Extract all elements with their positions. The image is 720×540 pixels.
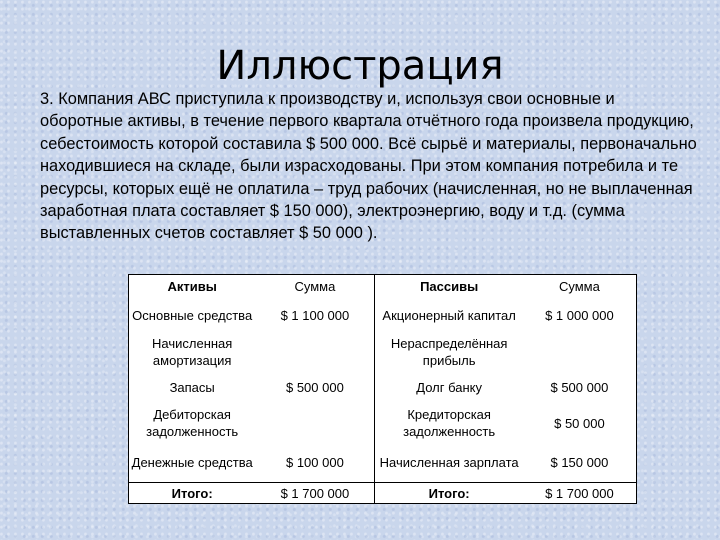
slide-title: Иллюстрация bbox=[216, 43, 504, 89]
table-row bbox=[129, 370, 637, 404]
header-amount-assets: Сумма bbox=[294, 278, 336, 294]
liability-amount: $ 1 000 000 bbox=[545, 308, 614, 323]
liability-total-amount: $ 1 700 000 bbox=[523, 483, 637, 504]
liability-amount: $ 150 000 bbox=[550, 454, 609, 470]
liability-name: Начисленная зарплата bbox=[375, 442, 523, 483]
table-header-row bbox=[129, 275, 637, 298]
header-amount-liabilities: Сумма bbox=[558, 278, 600, 294]
table-row bbox=[129, 334, 637, 370]
liability-amount bbox=[523, 334, 637, 370]
liability-amount: $ 50 000 bbox=[554, 415, 605, 431]
asset-total-amount: $ 1 700 000 bbox=[255, 483, 375, 504]
liability-amount: $ 500 000 bbox=[550, 379, 609, 395]
table-total-row bbox=[129, 483, 637, 504]
asset-amount: $ 500 000 bbox=[285, 379, 344, 395]
asset-amount bbox=[255, 404, 375, 442]
asset-total-label: Итого: bbox=[129, 483, 256, 504]
problem-text: 3. Компания АВС приступила к производству и, используя свои основные и оборотные активы, в течение первого квартала отчётного года произвела продукцию, себестоимость которой составила $ 500 000. Всё сырьё и материалы, первоначально находившиеся на складе, были израсходованы. При этом компания потребила и те ресурсы, которых ещё не оплатила – труд рабочих (начисленная, но не выплаченная заработная плата составляет $ 150 000), электроэнергию, воду и т.д. (сумма выставленных счетов составляет $ 50 000 ). bbox=[40, 90, 697, 243]
asset-amount: $ 1 100 000 bbox=[280, 308, 350, 323]
table-row bbox=[129, 404, 637, 442]
liability-total-label: Итого: bbox=[375, 483, 523, 504]
header-assets: Активы bbox=[167, 278, 217, 294]
asset-name: Начисленная амортизация bbox=[152, 336, 233, 368]
balance-sheet-table bbox=[128, 274, 637, 504]
liability-name: Кредиторская задолженность bbox=[375, 404, 523, 442]
liability-name: Акционерный капитал bbox=[375, 297, 523, 334]
asset-amount bbox=[255, 334, 375, 370]
table-row bbox=[129, 442, 637, 483]
asset-name: Денежные средства bbox=[131, 454, 253, 470]
asset-name: Запасы bbox=[169, 379, 215, 395]
header-liabilities: Пассивы bbox=[375, 275, 523, 298]
table-row bbox=[129, 297, 637, 334]
liability-name: Долг банку bbox=[375, 370, 523, 404]
liability-name: Нераспределённая прибыль bbox=[375, 334, 523, 370]
asset-name: Основные средства bbox=[132, 308, 253, 323]
asset-amount: $ 100 000 bbox=[285, 454, 344, 470]
asset-name: Дебиторская задолженность bbox=[146, 407, 239, 439]
